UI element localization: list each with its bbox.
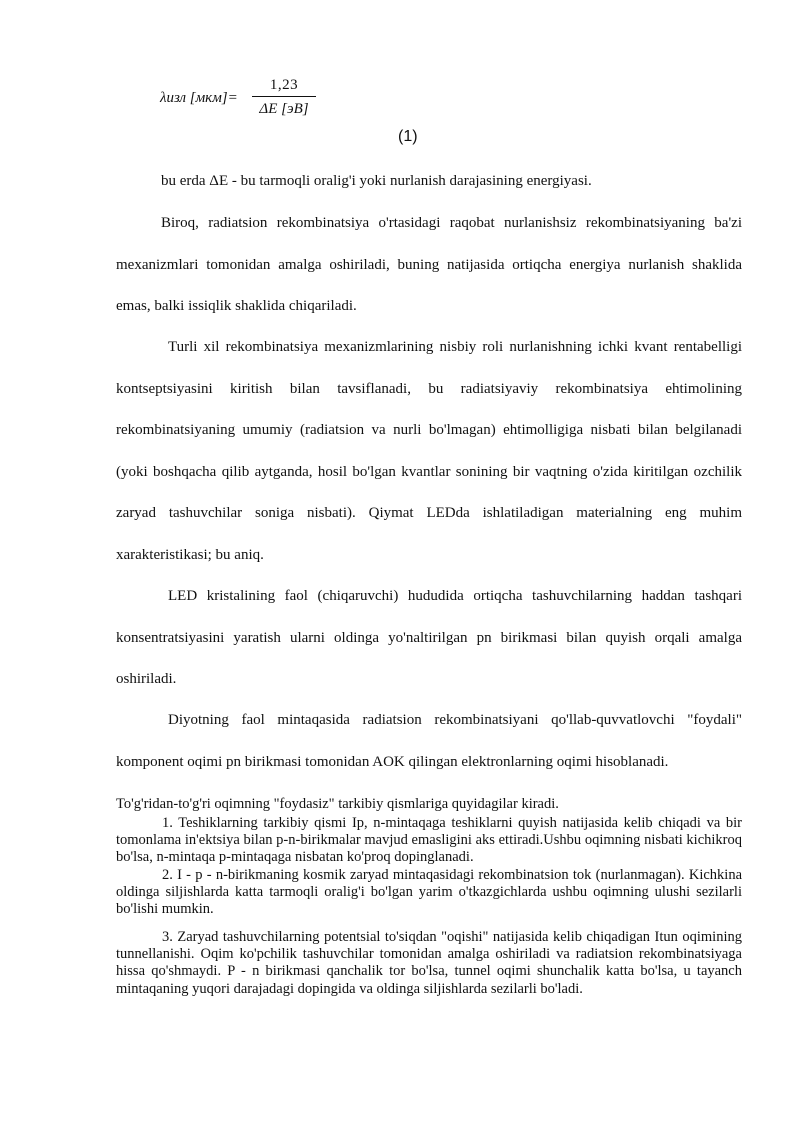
equation-number: (1) [398,128,418,145]
paragraph-biroq: Biroq, radiatsion rekombinatsiya o'rtasidagi raqobat nurlanishsiz rekombinatsiyaning ba'zi mexanizmlari tomonidan amalga oshiriladi, buning natijasida ortiqcha energiya nurlanish shaklida emas, balki issiqlik shaklida chiqariladi. [116,215,742,314]
formula-numerator: 1,23 [252,76,316,97]
list-item-1: 1. Teshiklarning tarkibiy qismi Ip, n-mintaqaga teshiklarni quyish natijasida kelib chiqadi va bir tomonlama in'ektsiya bilan p-n-birikmalar mavjud emasligini aks ettiradi.Ushbu oqimning nisbati kichikroq bo'lsa, n-mintaqa p-mintaqaga nisbatan ko'proq dopinglanadi. [116,815,742,866]
list-item-2: 2. I - p - n-birikmaning kosmik zaryad mintaqasidagi rekombinatsion tok (nurlanmagan). Kichkina oldinga siljishlarda katta tarmoqli oralig'i bo'lgan yarim o'tkazgichlarda ushbu oqimning ulushi sezilarli bo'lishi mumkin. [116,867,742,918]
formula-lhs: λизл [мкм]= [160,90,238,106]
paragraph-turli: Turli xil rekombinatsiya mexanizmlarining nisbiy roli nurlanishning ichki kvant rentabelligi kontseptsiyasini kiritish bilan tavsiflanadi, bu radiatsiyaviy rekombinatsiya ehtimolining rekombinatsiyaning umumiy (radiatsion va nurli bo'lmagan) ehtimolligiga nisbati bilan belgilanadi (yoki boshqacha qilib aytganda, hosil bo'lgan kvantlar sonining bir vaqtning o'zida kiritilgan ozchilik zaryad tashuvchilar soniga nisbati). Qiymat LEDda ishlatiladigan materialning eng muhim xarakteristikasi; bu aniq. [116,339,742,563]
paragraph-foydasiz: To'g'ridan-to'g'ri oqimning "foydasiz" tarkibiy qismlariga quyidagilar kiradi. [116,796,559,812]
paragraph-led: LED kristalining faol (chiqaruvchi) hududida ortiqcha tashuvchilarning haddan tashqari konsentratsiyasini yaratish ularni oldinga yo'naltirilgan pn birikmasi bilan quyish orqali amalga oshiriladi. [116,588,742,687]
paragraph-delta-e: bu erda ΔE - bu tarmoqli oralig'i yoki nurlanish darajasining energiyasi. [161,173,592,189]
list-item-3: 3. Zaryad tashuvchilarning potentsial to'siqdan "oqishi" natijasida kelib chiqadigan Itun oqimining tunnellanishi. Oqim ko'pchilik tashuvchilar tomonidan amalga oshiriladi va radiatsion rekombinatsiyaga hissa qo'shmaydi. P - n birikmasi qanchalik tor bo'lsa, tunnel oqimi shunchalik katta bo'lsa, u tayanch mintaqaning yuqori darajadagi dopingida va oldinga siljishlarda sezilarli bo'ladi. [116,929,742,997]
formula-denominator: ΔE [эВ] [259,101,309,117]
formula-fraction [252,76,316,119]
paragraph-diyot: Diyotning faol mintaqasida radiatsion rekombinatsiyani qo'llab-quvvatlovchi "foydali" komponent oqimi pn birikmasi tomonidan AOK qilingan elektronlarning oqimi hisoblanadi. [116,712,742,770]
